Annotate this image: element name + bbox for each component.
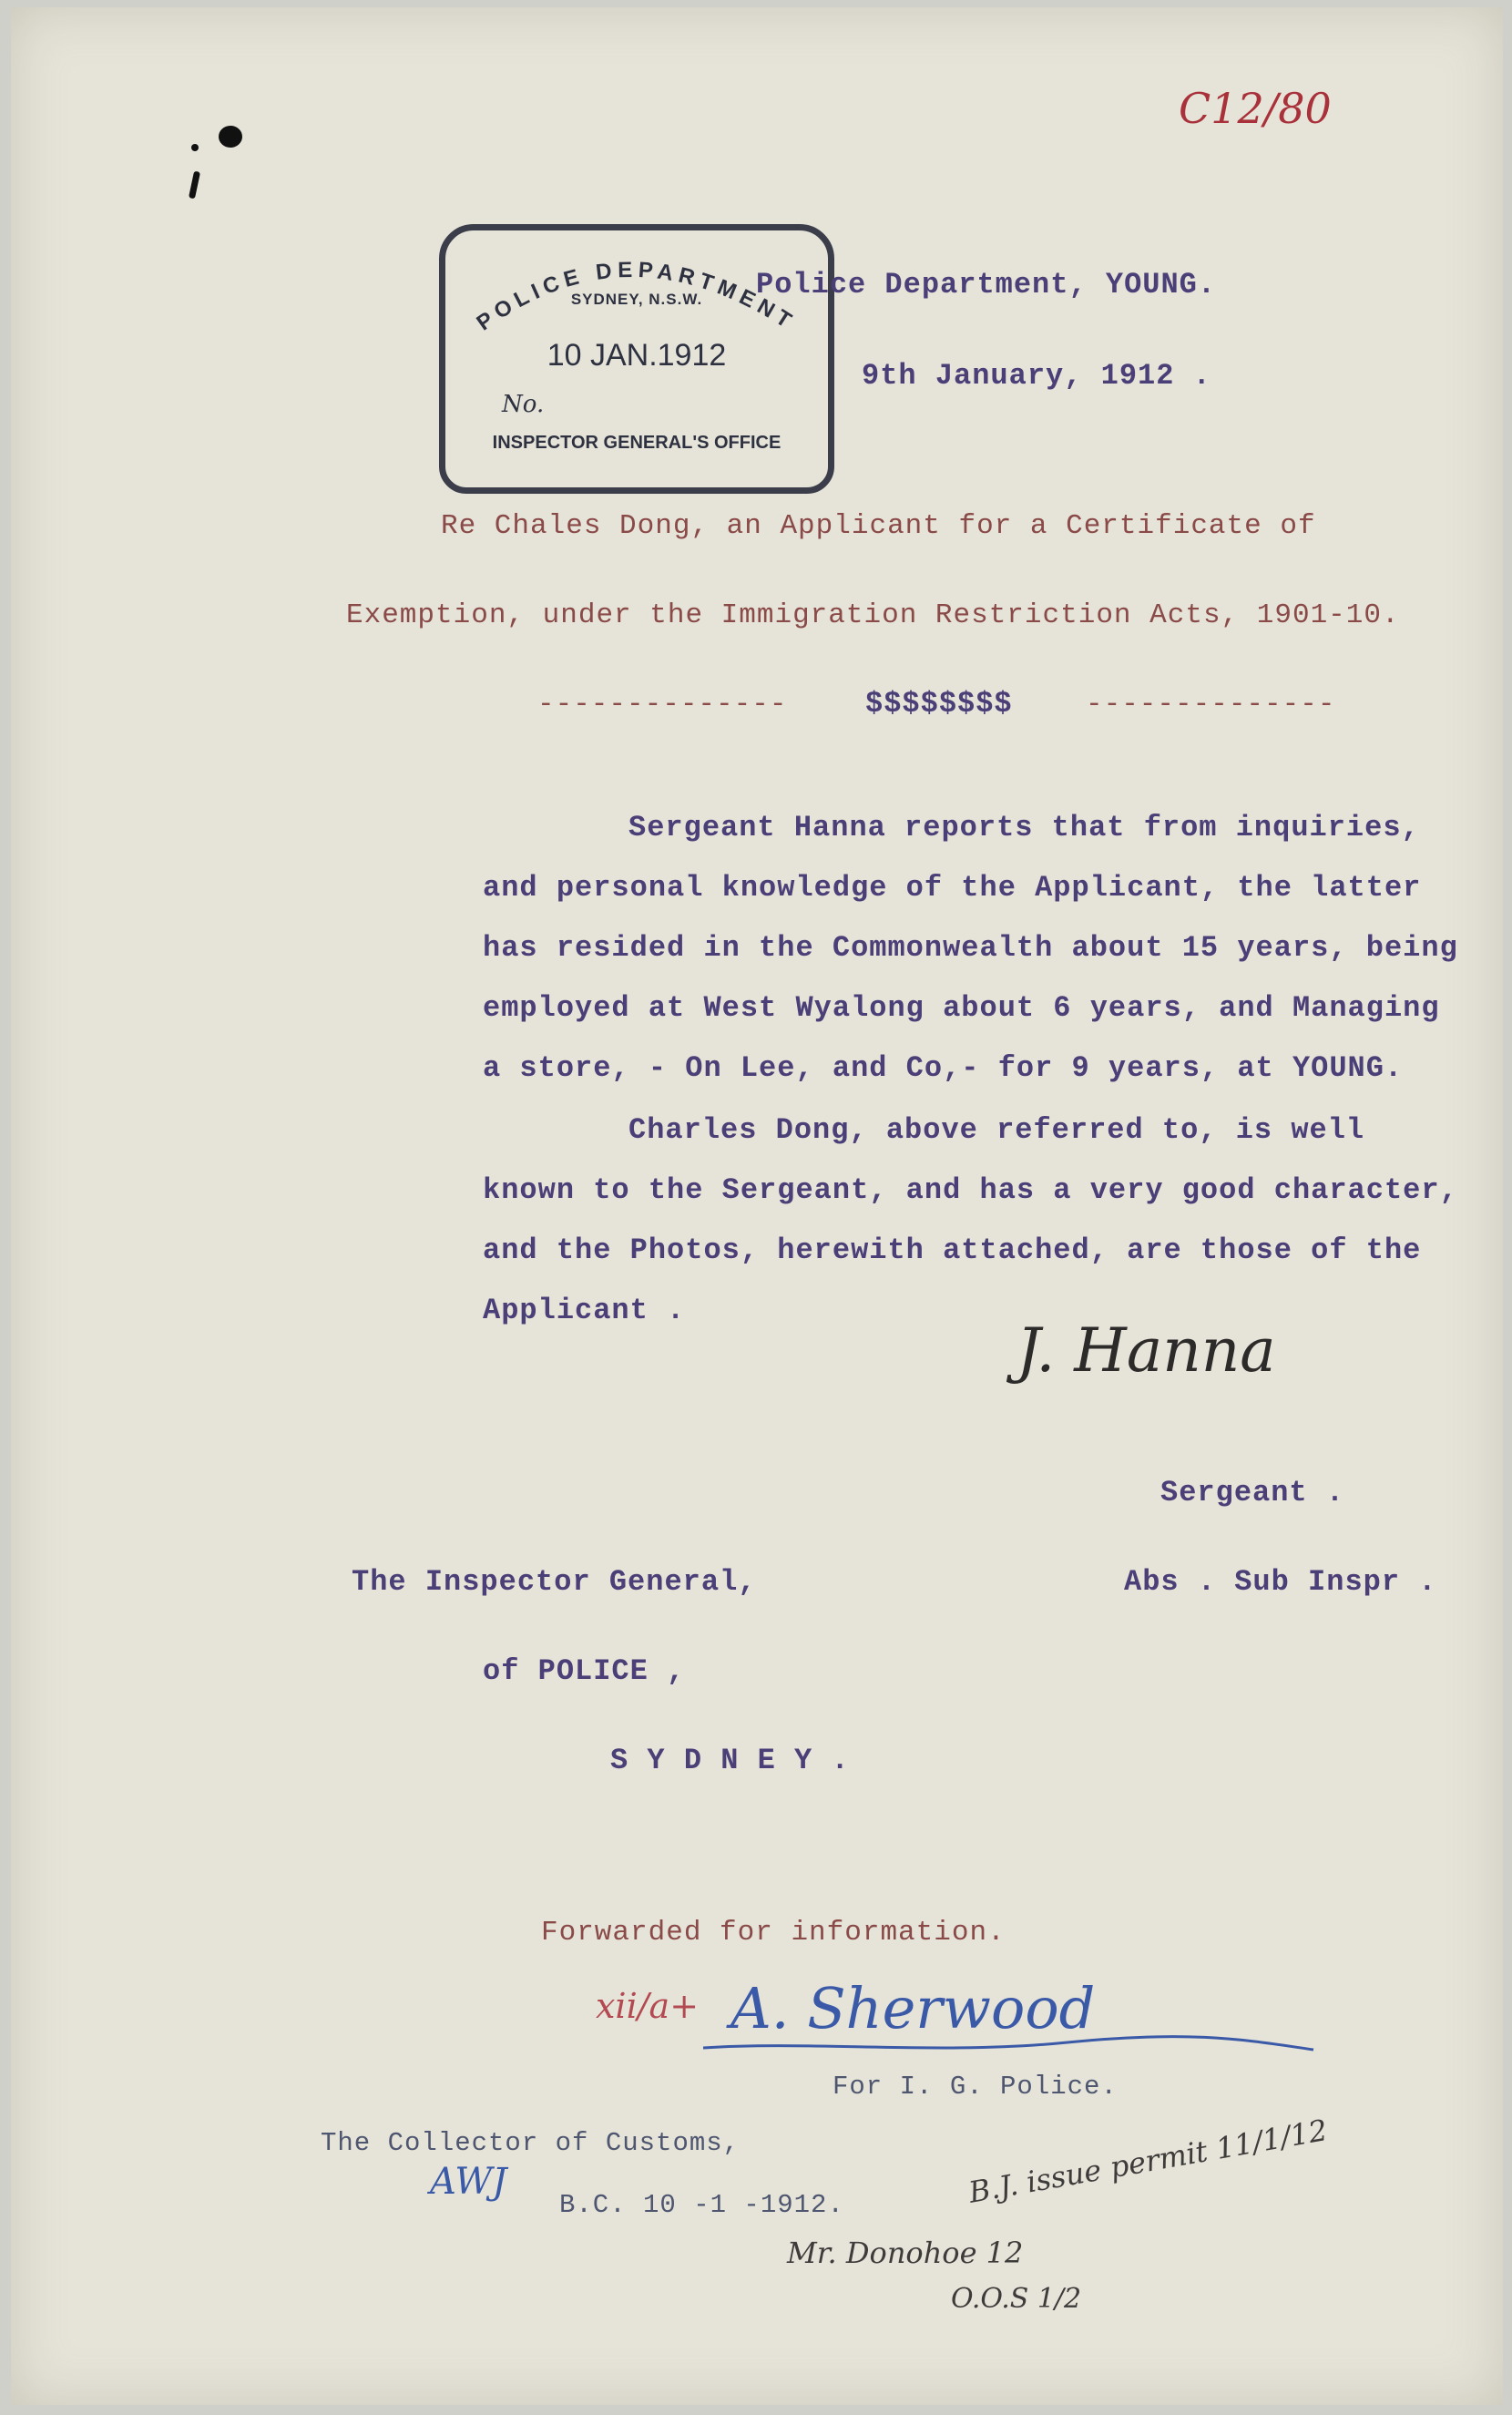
reference-number: C12/80 [1179,84,1332,133]
customs-addressee: The Collector of Customs, [321,2128,741,2158]
body-line: known to the Sergeant, and has a very good character, [483,1173,1458,1207]
forwarding-initials: xii/a+ [596,1986,700,2026]
customs-note-2: Mr. Donohoe 12 [787,2236,1024,2270]
document-page [11,7,1503,2405]
separator-right: -------------- [1086,689,1336,721]
stamp-date: 10 JAN.1912 [547,338,727,373]
body-line: employed at West Wyalong about 6 years, and Managing [483,991,1440,1025]
subject-line-2: Exemption, under the Immigration Restriction Acts, 1901-10. [346,599,1400,631]
customs-initials: AWJ [430,2161,507,2203]
addressee-line-1: The Inspector General, [352,1565,757,1599]
customs-bc-reference: B.C. 10 -1 -1912. [559,2190,844,2220]
body-line: Sergeant Hanna reports that from inquiries, [628,811,1420,844]
addressee-line-2: of POLICE , [483,1654,686,1688]
separator-middle: $$$$$$$$ [865,687,1013,721]
ink-speck [191,144,199,151]
stamp-number-label: No. [502,391,545,418]
police-department-stamp [439,224,834,494]
subject-line-1: Re Chales Dong, an Applicant for a Certificate of [441,510,1316,542]
forwarding-for: For I. G. Police. [833,2072,1118,2102]
separator-left: -------------- [537,689,788,721]
forwarding-signature: A. Sherwood [730,1975,1096,2041]
header-station: Police Department, YOUNG. [756,268,1217,302]
ink-speck [219,126,242,148]
body-line: a store, - On Lee, and Co,- for 9 years, at YOUNG. [483,1051,1404,1085]
ink-speck [189,171,200,200]
header-date: 9th January, 1912 . [862,359,1211,393]
customs-note-3: O.O.S 1/2 [951,2283,1082,2315]
stamp-city: SYDNEY, N.S.W. [570,291,703,308]
svg-text:POLICE DEPARTMENT: POLICE DEPARTMENT [472,257,801,336]
signature-underline [703,2031,1323,2059]
body-line: and the Photos, herewith attached, are those of the [483,1233,1422,1267]
body-line: has resided in the Commonwealth about 15 years, being [483,931,1458,965]
forwarded-note: Forwarded for information. [541,1917,1006,1949]
body-line: Applicant . [483,1294,686,1327]
stamp-office: INSPECTOR GENERAL'S OFFICE [492,433,782,453]
customs-note-1: B.J. issue permit 11/1/12 [965,2113,1331,2210]
sergeant-signature: J. Hanna [1017,1315,1276,1386]
body-line: Charles Dong, above referred to, is well [628,1113,1365,1147]
rank-sub-inspector: Abs . Sub Inspr . [1124,1565,1437,1599]
rank-sergeant: Sergeant . [1160,1476,1345,1509]
body-line: and personal knowledge of the Applicant, the latter [483,871,1422,905]
addressee-line-3: S Y D N E Y . [610,1744,850,1777]
